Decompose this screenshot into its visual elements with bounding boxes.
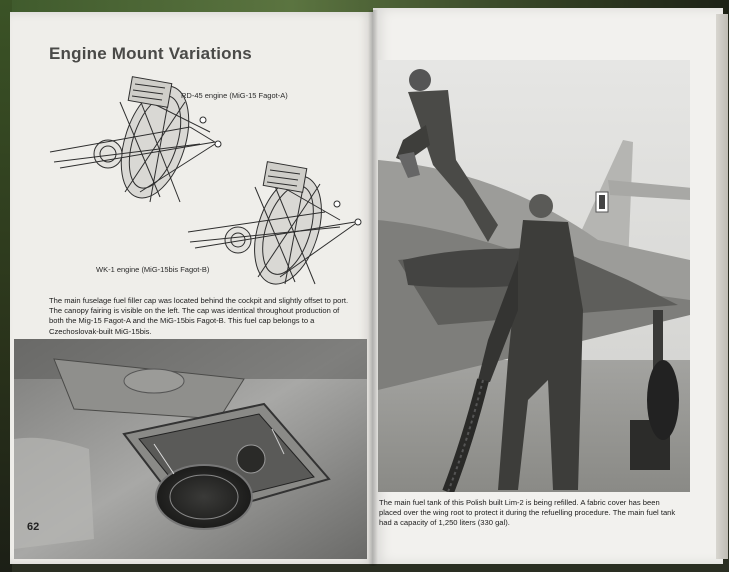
page-edge [716,14,728,559]
refuelling-photo [378,60,690,492]
refuelling-caption: The main fuel tank of this Polish built Lim-2 is being refilled. A fabric cover has been placed over the wing root to protect it during the refuelling procedure. The main fuel tank had a capacity of 1,250 liters (330 gal). [379,498,676,528]
fuel-cap-photo [14,339,367,559]
fuel-cap-caption: The main fuselage fuel filler cap was located behind the cockpit and slightly offset to port. The canopy fairing is visible on the left. The cap was identical throughout production of both the Mig-15 Fagot-A and the MiG-15bis Fagot-B. This fuel cap belongs to a Czechoslovak-built MiG-15bis. [49,296,349,336]
wk1-label: WK-1 engine (MiG-15bis Fagot-B) [96,265,210,274]
engine-mount-drawing [40,72,370,292]
rd45-label: RD-45 engine (MiG-15 Fagot-A) [181,91,288,100]
page-number: 62 [27,521,40,533]
page-title: Engine Mount Variations [49,44,252,63]
book-spine [368,10,378,566]
